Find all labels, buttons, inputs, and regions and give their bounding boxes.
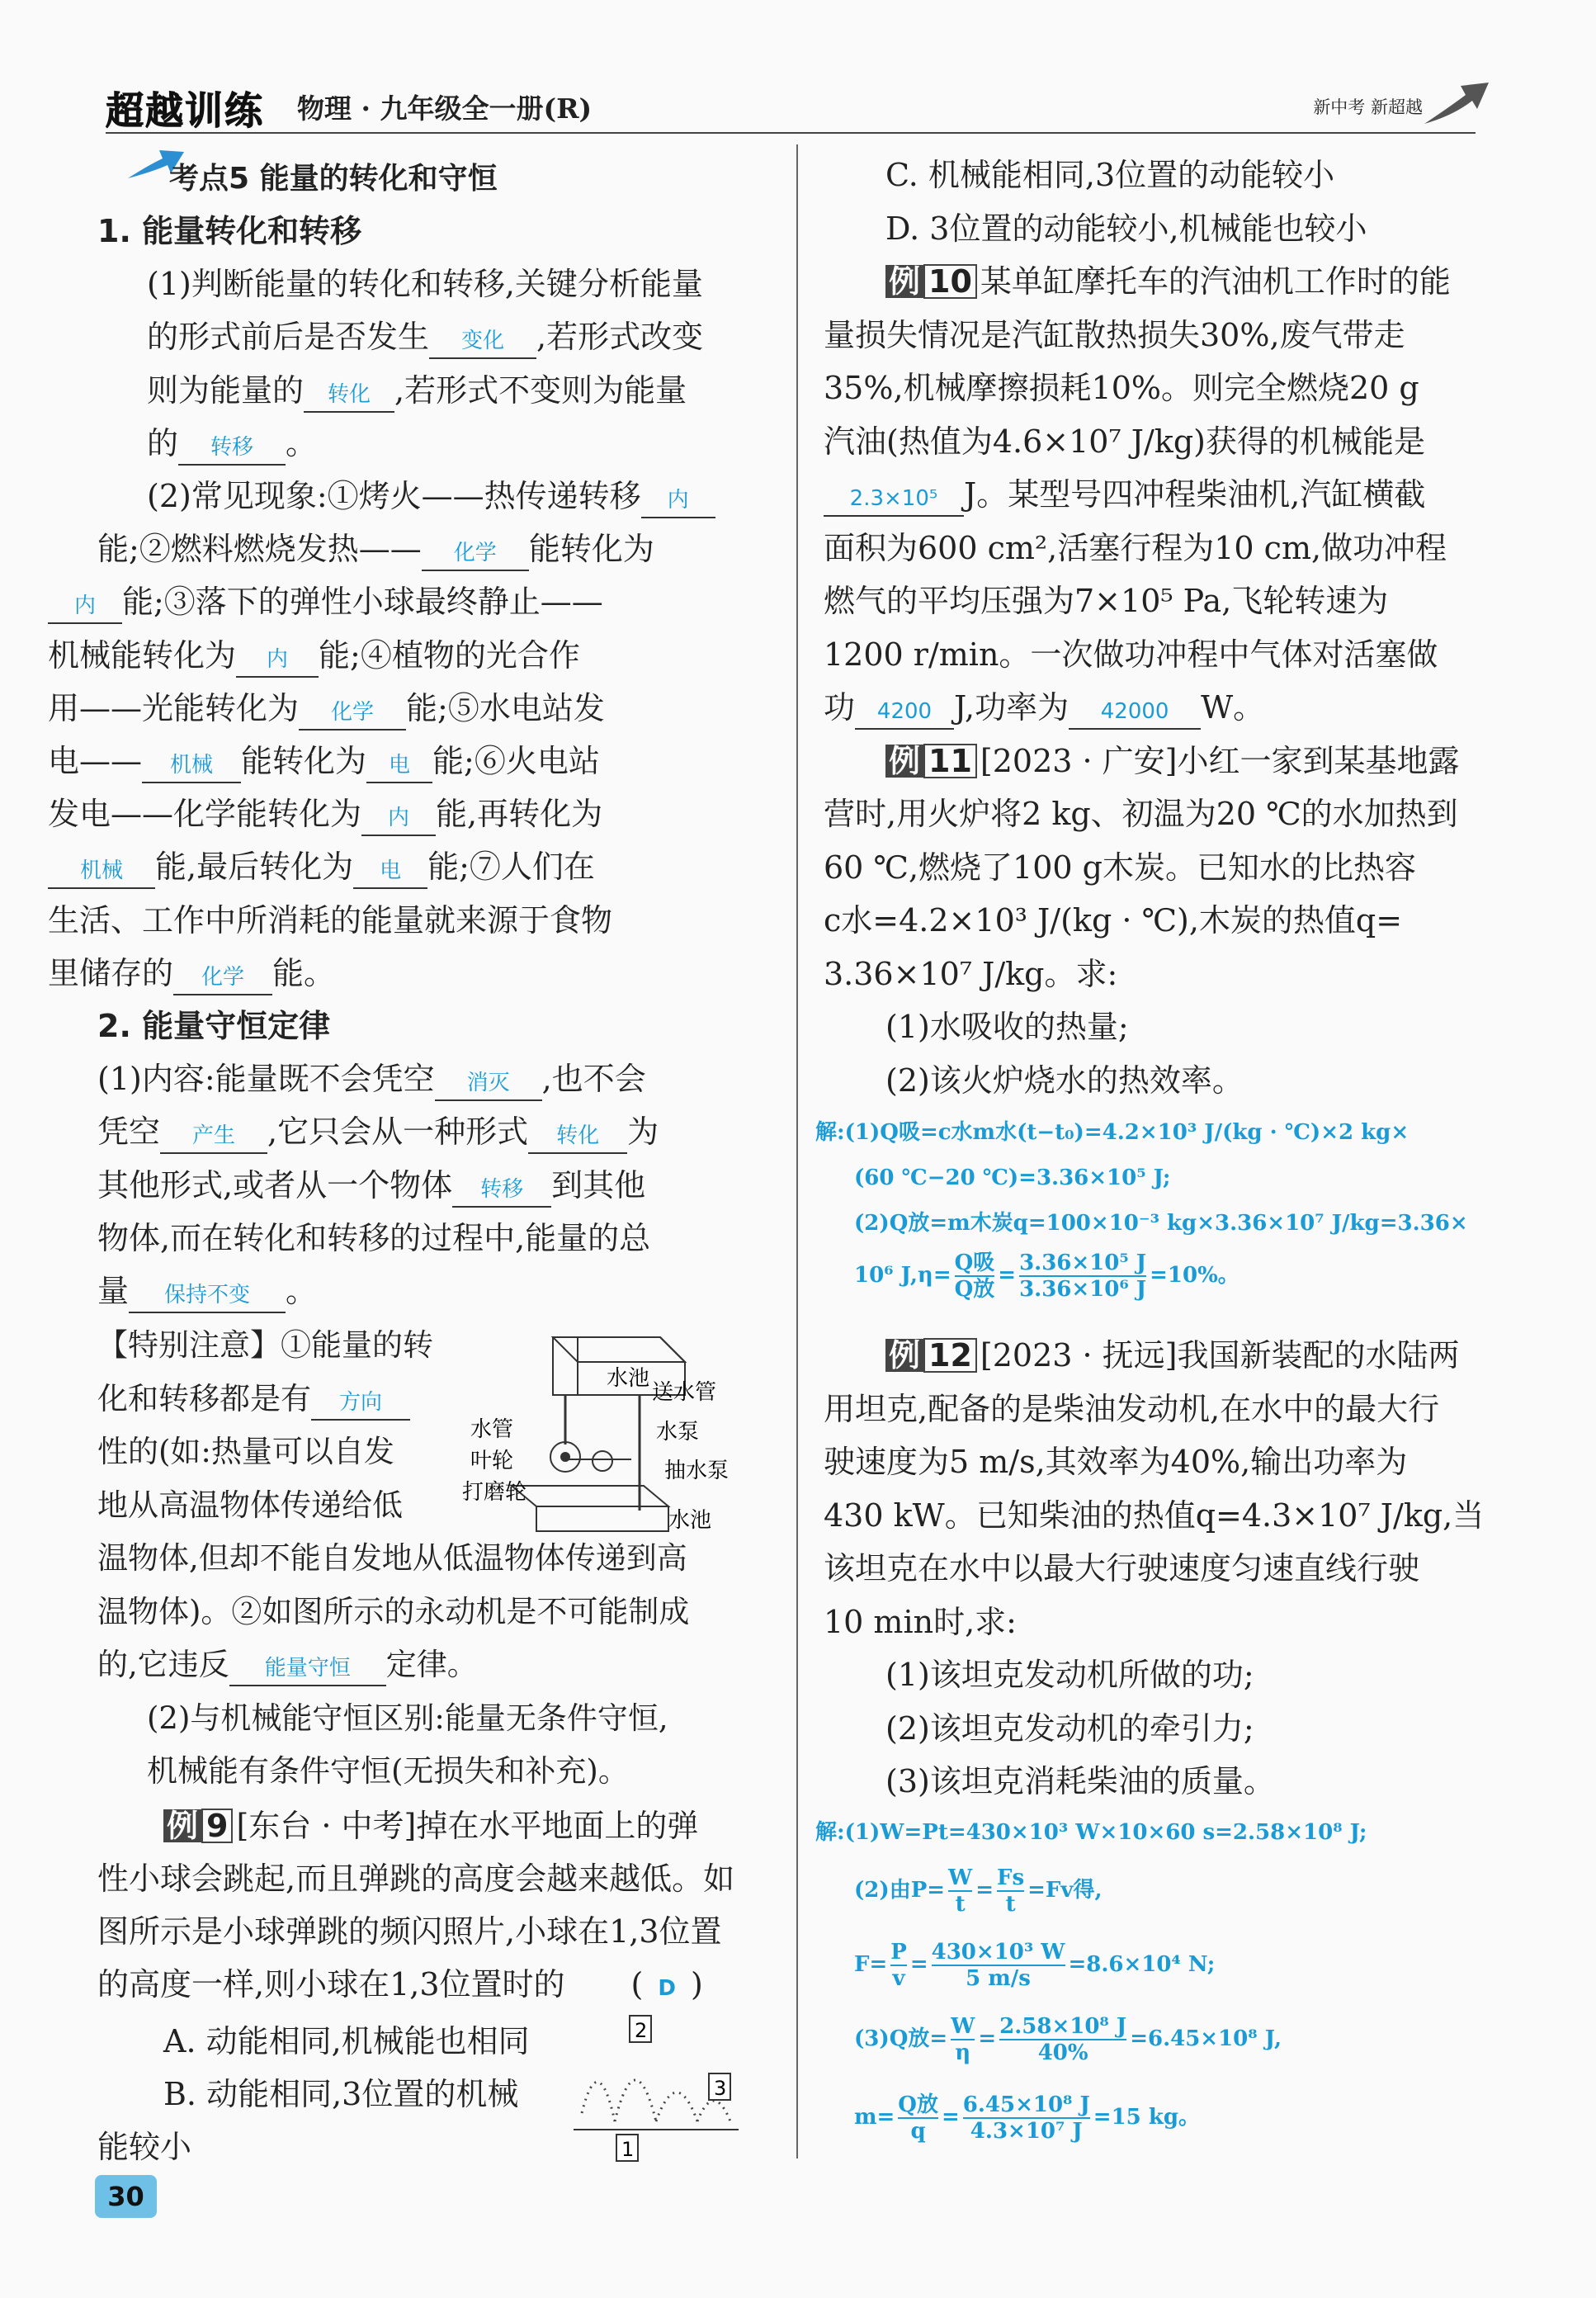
example-12 [824, 1329, 1484, 1809]
example-number: 9 [201, 1809, 233, 1843]
text-line: 3.36×10⁷ J/kg。求: [824, 955, 1118, 992]
subject-title: 物理 · 九年级全一册(R) [297, 92, 593, 125]
answer-blank: 内 [361, 801, 436, 836]
text-line: 例 10 某单缸摩托车的汽油机工作时的能 [824, 255, 1460, 309]
text-line: 机械能有条件守恒(无损失和补充)。 [147, 1753, 629, 1789]
text-line: 量损失情况是汽缸散热损失30%,废气带走 [824, 316, 1405, 353]
q2-title: 2. 能量守恒定律 [97, 1008, 331, 1045]
label-pump: 水泵 [656, 1420, 700, 1445]
text-line: 用坦克,配备的是柴油发动机,在水中的最大行 [824, 1390, 1440, 1427]
example-tag: 例 [885, 1339, 923, 1372]
choice-answer: D [658, 1976, 676, 2001]
text-line: 汽油(热值为4.6×10⁷ J/kg)获得的机械能是 [824, 423, 1425, 460]
text-line: 里储存的 化学 能。 [48, 947, 715, 1000]
text-line: 驶速度为5 m/s,其效率为40%,输出功率为 [824, 1444, 1408, 1480]
right-column [824, 149, 1460, 1107]
text-line: 的 转移 。 [147, 417, 715, 470]
ex12-solution-line-4: (3)Q放= $\frac{W}{\eta}$ = $\frac{\text{2.58×10⁸ J}}{40\%}$ =6.45×10⁸ J, [854, 2014, 1282, 2065]
text-line: 1200 r/min。一次做功冲程中气体对活塞做 [824, 636, 1438, 673]
ex12-solution-line-2: (2)由P= $\frac{W}{t}$ = $\frac{Fs}{t}$ =Fv得, [854, 1865, 1103, 1917]
label-grinder: 打磨轮 [462, 1480, 527, 1505]
text-line: 用——光能转化为 化学 能;⑤水电站发 [48, 682, 715, 735]
q1-title: 1. 能量转化和转移 [97, 213, 362, 249]
ex11-solution-line-3: (2)Q放=m木炭q=100×10⁻³ kg×3.36×10⁷ J/kg=3.36× [854, 1211, 1468, 1236]
text-line: 2.3×10⁵ J。某型号四冲程柴油机,汽缸横截 [824, 468, 1460, 522]
text-line: 量 保持不变 。 [97, 1265, 715, 1317]
option-d: D. 3位置的动能较小,机械能也较小 [885, 210, 1367, 247]
answer-blank: 内 [641, 484, 715, 518]
answer-blank: 产生 [160, 1119, 267, 1154]
position-1-label: 1 [621, 2138, 635, 2161]
answer-blank: 机械 [142, 749, 241, 783]
position-2-label: 2 [635, 2019, 648, 2042]
text-line: 能;②燃料燃烧发热—— 化学 能转化为 [48, 522, 715, 575]
page-number: 30 [95, 2175, 157, 2218]
text-line: 的形式前后是否发生 变化 ,若形式改变 [147, 310, 715, 363]
answer-blank: 转化 [528, 1119, 627, 1154]
example-number: 12 [923, 1338, 977, 1373]
option-b: B. 动能相同,3位置的机械 [163, 2076, 519, 2112]
series-title: 超越训练 [106, 88, 264, 133]
answer-blank: 电 [366, 749, 432, 783]
text-line: 面积为600 cm²,活塞行程为10 cm,做功冲程 [824, 529, 1447, 566]
text-line: 燃气的平均压强为7×10⁵ Pa,飞轮转速为 [824, 583, 1389, 619]
text-line: (1)判断能量的转化和转移,关键分析能量 [147, 266, 703, 303]
text-line: (2)常见现象:①烤火——热传递转移 内 [147, 470, 715, 522]
example-tag: 例 [885, 265, 923, 298]
example-tag: 例 [885, 745, 923, 778]
text-line: 营时,用火炉将2 kg、初温为20 ℃的水加热到 [824, 796, 1458, 832]
example-number: 11 [923, 744, 977, 778]
text-line: 60 ℃,燃烧了100 g木炭。已知水的比热容 [824, 849, 1416, 886]
answer-blank: 电 [353, 854, 427, 889]
ex11-solution-line-4: 10⁶ J,η= $\frac{\text{Q吸}}{\text{Q放}}$ = $\frac{\text{3.36×10⁵ J}}{\text{3.36×10⁶ J}}$ =10%。 [854, 1251, 1239, 1302]
text-line: 【特别注意】①能量的转 [97, 1327, 433, 1363]
answer-blank: 保持不变 [129, 1279, 286, 1313]
text-line: 的高度一样,则小球在1,3位置时的 ( D ) [97, 1966, 703, 2002]
answer-blank: 化学 [173, 961, 272, 995]
section-heading: 考点5 能量的转化和守恒 [169, 162, 498, 196]
text-line: 性小球会跳起,而且弹跳的高度会越来越低。如 [97, 1861, 735, 1897]
answer-blank: 转移 [452, 1173, 551, 1208]
answer-blank: 方向 [311, 1386, 410, 1421]
ex12-solution-line-3: F= $\frac{P}{v}$ = $\frac{\text{430×10³ W}}{5 m/s}$ =8.6×10⁴ N; [854, 1940, 1216, 1991]
text-line: 性的(如:热量可以自发 [97, 1434, 394, 1469]
text-line: 例 11 [2023 · 广安]小红一家到某基地露 [824, 735, 1460, 788]
label-impeller: 叶轮 [470, 1449, 514, 1473]
ex12-solution-line-1: 解:(1)W=Pt=430×10³ W×10×60 s=2.58×10⁸ J; [815, 1820, 1367, 1845]
answer-blank: 内 [48, 589, 122, 624]
bouncing-ball-figure [574, 2014, 739, 2163]
text-line: (2)该火炉烧水的热效率。 [885, 1062, 1244, 1099]
option-a: A. 动能相同,机械能也相同 [163, 2023, 530, 2059]
label-feed-pipe: 送水管 [652, 1380, 717, 1405]
text-line: (1)水吸收的热量; [885, 1009, 1129, 1045]
text-line: 物体,而在转化和转移的过程中,能量的总 [97, 1219, 651, 1256]
label-pipe: 水管 [470, 1417, 514, 1442]
series-slogan: 新中考 新超越 [1313, 97, 1423, 117]
answer-blank: 机械 [48, 854, 155, 889]
answer-blank: 变化 [429, 324, 536, 359]
text-line: (1)该坦克发动机所做的功; [885, 1657, 1254, 1693]
answer-blank: 42000 [1069, 695, 1201, 730]
text-line: (2)该坦克发动机的牵引力; [885, 1709, 1254, 1747]
label-pool-top: 水池 [607, 1366, 650, 1391]
ex11-solution-line-1: 解:(1)Q吸=c水m水(t−t₀)=4.2×10³ J/(kg · ℃)×2 kg× [815, 1120, 1409, 1145]
text-line: 温物体)。②如图所示的永动机是不可能制成 [97, 1593, 690, 1629]
answer-blank: 化学 [299, 696, 406, 731]
text-line: 凭空 产生 ,它只会从一种形式 转化 为 [97, 1105, 715, 1158]
text-line: 地从高温物体传递给低 [97, 1487, 403, 1523]
answer-blank: 转化 [304, 378, 394, 413]
answer-blank: 消灭 [435, 1066, 542, 1101]
text-line: 10 min时,求: [824, 1603, 1017, 1640]
text-line: (1)内容:能量既不会凭空 消灭 ,也不会 [97, 1052, 715, 1105]
text-line: 生活、工作中所消耗的能量就来源于食物 [48, 901, 613, 939]
text-line: 机械 能,最后转化为 电 能;⑦人们在 [48, 840, 715, 893]
text-line: 其他形式,或者从一个物体 转移 到其他 [97, 1159, 715, 1212]
label-pool-bottom: 水池 [668, 1508, 712, 1533]
text-line: 化和转移都是有 方向 [97, 1373, 689, 1426]
text-line: 例 12 [2023 · 抚远]我国新装配的水陆两 [824, 1329, 1484, 1383]
option-b-cont: 能较小 [97, 2129, 192, 2165]
text-line: 发电——化学能转化为 内 能,再转化为 [48, 787, 715, 840]
text-line: 则为能量的 转化 ,若形式不变则为能量 [147, 364, 715, 417]
example-tag: 例 [163, 1809, 201, 1842]
column-divider [796, 144, 798, 2159]
text-line: c水=4.2×10³ J/(kg · ℃),木炭的热值q= [824, 902, 1403, 939]
text-line: 内 能;③落下的弹性小球最终静止—— [48, 575, 715, 628]
text-line: 电—— 机械 能转化为 电 能;⑥火电站 [48, 735, 715, 787]
text-line: 430 kW。已知柴油的热值q=4.3×10⁷ J/kg,当 [824, 1497, 1485, 1534]
header-rule [106, 132, 1476, 134]
text-line: 例 9 [东台 · 中考]掉在水平地面上的弹 [97, 1799, 734, 1852]
header-arrow-icon [1424, 74, 1490, 132]
position-3-label: 3 [714, 2077, 727, 2100]
answer-blank: 化学 [422, 537, 529, 571]
example-number: 10 [923, 264, 977, 299]
perpetual-motion-figure [462, 1321, 743, 1535]
text-line: 功 4200 J,功率为 42000 W。 [824, 681, 1460, 735]
answer-blank: 4200 [855, 695, 954, 730]
text-line: 的,它违反 能量守恒 定律。 [97, 1638, 689, 1692]
text-line: 温物体,但却不能自发地从低温物体传递到高 [97, 1540, 687, 1576]
ex11-solution-line-2: (60 ℃−20 ℃)=3.36×10⁵ J; [854, 1166, 1171, 1190]
text-line: 该坦克在水中以最大行驶速度匀速直线行驶 [824, 1550, 1420, 1586]
label-pump-device: 抽水泵 [664, 1459, 730, 1483]
option-c: C. 机械能相同,3位置的动能较小 [885, 157, 1335, 193]
ex12-solution-line-5: m= $\frac{\text{Q放}}{q}$ = $\frac{\text{6.45×10⁸ J}}{\text{4.3×10⁷ J}}$ =15 kg。 [854, 2092, 1201, 2144]
answer-blank: 能量守恒 [229, 1652, 386, 1686]
text-line: 图所示是小球弹跳的频闪照片,小球在1,3位置 [97, 1913, 722, 1950]
answer-blank: 内 [236, 643, 319, 678]
answer-blank: 2.3×10⁵ [824, 482, 964, 517]
left-column [48, 205, 715, 1317]
text-line: 35%,机械摩擦损耗10%。则完全燃烧20 g [824, 370, 1419, 406]
text-line: 机械能转化为 内 能;④植物的光合作 [48, 629, 715, 682]
answer-blank: 转移 [178, 431, 286, 466]
text-line: (2)与机械能守恒区别:能量无条件守恒, [147, 1700, 668, 1736]
text-line: (3)该坦克消耗柴油的质量。 [885, 1763, 1275, 1799]
